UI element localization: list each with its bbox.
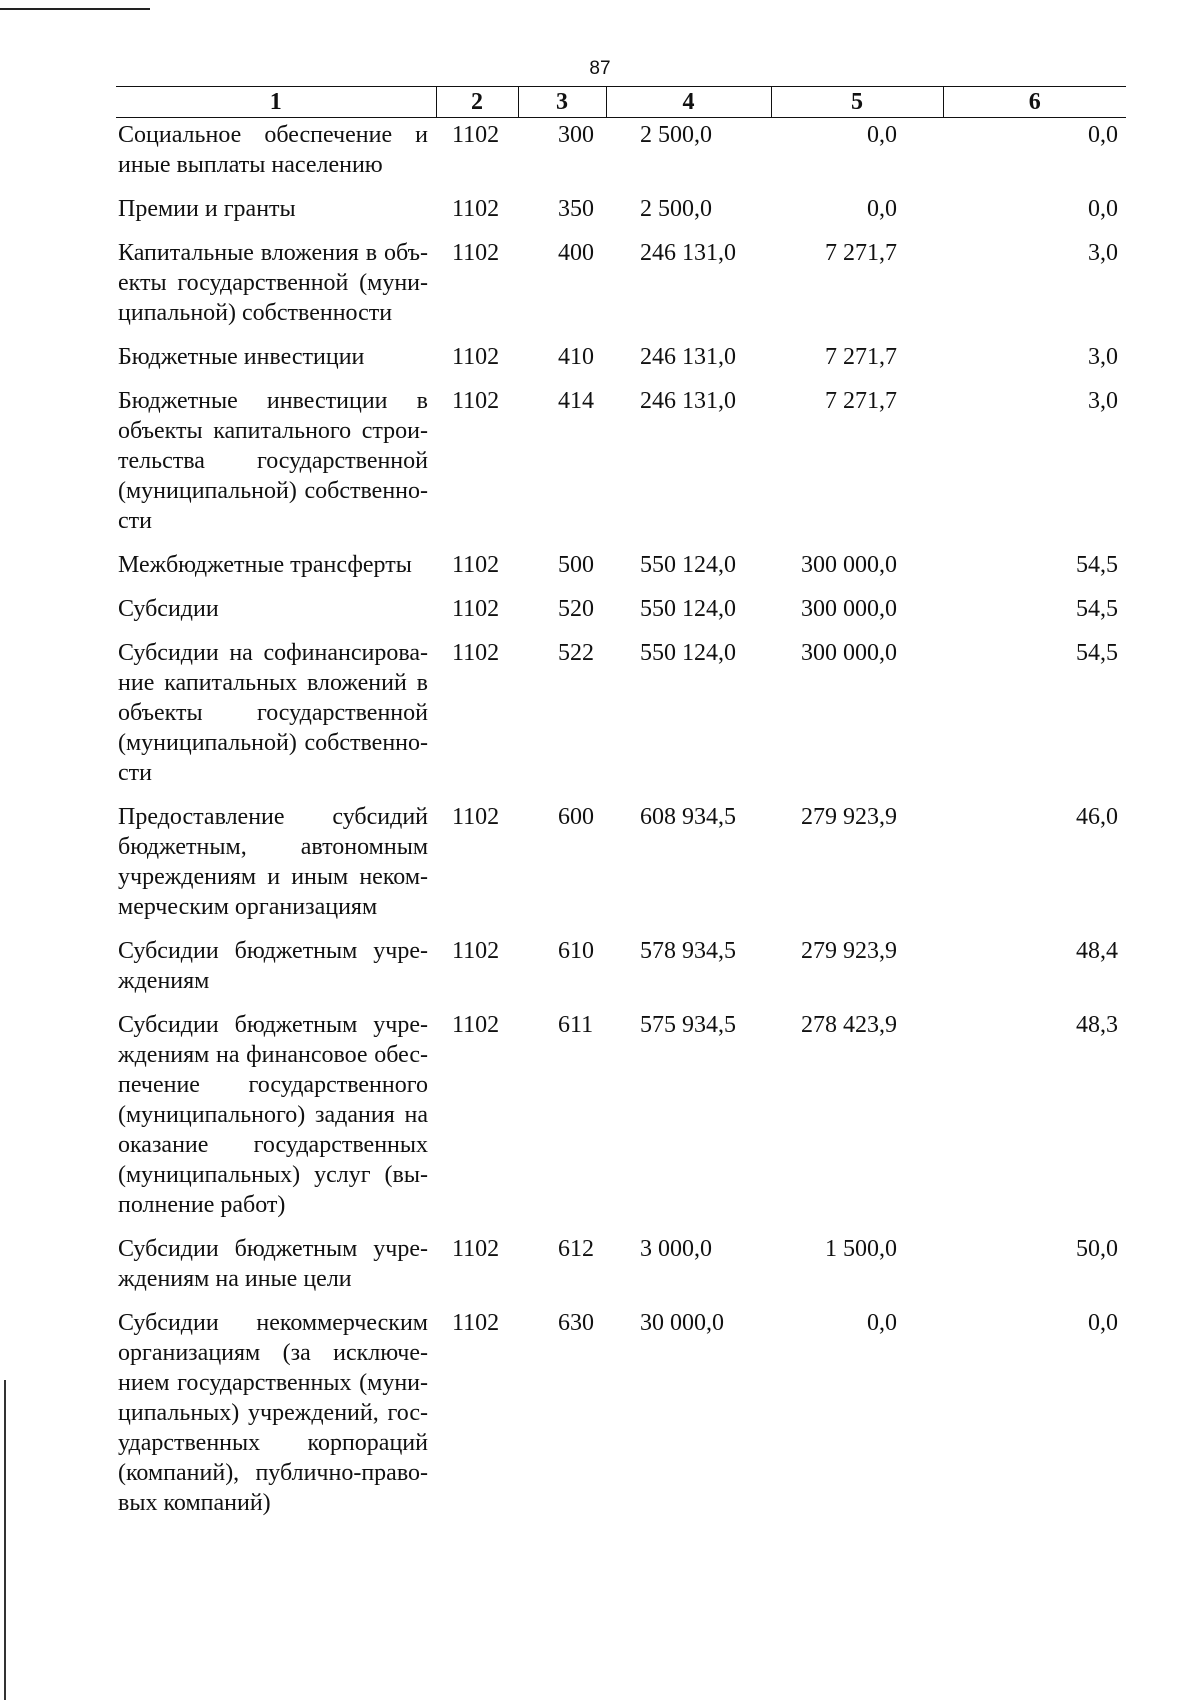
row-value-col5: 0,0 xyxy=(867,1310,897,1336)
row-item-name: Премии и гранты xyxy=(118,196,296,222)
row-value-col6: 48,3 xyxy=(1076,1012,1118,1038)
row-section-code: 1102 xyxy=(452,196,500,222)
row-value-col4: 30 000,0 xyxy=(640,1310,724,1336)
table-row xyxy=(116,342,1126,386)
column-header-1: 1 xyxy=(116,87,436,118)
table-row xyxy=(116,386,1126,550)
row-section-code: 1102 xyxy=(452,1310,500,1336)
row-value-col5: 0,0 xyxy=(867,196,897,222)
table-row xyxy=(116,802,1126,936)
table-row xyxy=(116,638,1126,802)
row-value-col4: 608 934,5 xyxy=(640,804,736,830)
column-header-4: 4 xyxy=(606,87,771,118)
row-value-col6: 3,0 xyxy=(1088,240,1118,266)
column-header-2: 2 xyxy=(436,87,518,118)
row-value-col5: 300 000,0 xyxy=(801,596,897,622)
scan-artifact-top-line xyxy=(0,8,150,10)
row-expense-type-code: 600 xyxy=(558,804,594,830)
column-header-5: 5 xyxy=(771,87,943,118)
row-item-name: Субсидии некоммерческим организациям (за исключе-нием государственных (муни-ципальных) учреждений, гос-ударственных корпораций (компаний), публично-право-вых компаний) xyxy=(118,1310,428,1516)
row-value-col5: 279 923,9 xyxy=(801,804,897,830)
row-section-code: 1102 xyxy=(452,344,500,370)
row-value-col4: 246 131,0 xyxy=(640,344,736,370)
row-value-col6: 54,5 xyxy=(1076,552,1118,578)
row-value-col6: 3,0 xyxy=(1088,344,1118,370)
row-value-col4: 550 124,0 xyxy=(640,596,736,622)
row-value-col4: 3 000,0 xyxy=(640,1236,712,1262)
row-item-name: Субсидии бюджетным учре-ждениям xyxy=(118,938,428,994)
row-value-col5: 7 271,7 xyxy=(825,240,897,266)
row-value-col5: 300 000,0 xyxy=(801,552,897,578)
row-expense-type-code: 612 xyxy=(558,1236,594,1262)
table-row xyxy=(116,118,1126,195)
row-value-col4: 2 500,0 xyxy=(640,122,712,148)
row-expense-type-code: 522 xyxy=(558,640,594,666)
row-value-col6: 3,0 xyxy=(1088,388,1118,414)
row-value-col4: 246 131,0 xyxy=(640,388,736,414)
header-row xyxy=(116,87,1126,118)
row-value-col4: 550 124,0 xyxy=(640,552,736,578)
row-value-col5: 279 923,9 xyxy=(801,938,897,964)
row-value-col5: 7 271,7 xyxy=(825,388,897,414)
row-item-name: Субсидии на софинансирова-ние капитальных вложений в объекты государственной (муниципальной) собственно-сти xyxy=(118,640,428,786)
table-header xyxy=(116,87,1126,118)
row-expense-type-code: 500 xyxy=(558,552,594,578)
row-section-code: 1102 xyxy=(452,552,500,578)
row-section-code: 1102 xyxy=(452,804,500,830)
column-header-3: 3 xyxy=(518,87,606,118)
table-row xyxy=(116,594,1126,638)
row-value-col5: 300 000,0 xyxy=(801,640,897,666)
table-row xyxy=(116,1308,1126,1532)
row-section-code: 1102 xyxy=(452,1012,500,1038)
row-section-code: 1102 xyxy=(452,938,500,964)
row-item-name: Субсидии бюджетным учре-ждениям на финансовое обес-печение государственного (муниципального) задания на оказание государственных (муниципальных) услуг (вы-полнение работ) xyxy=(118,1012,428,1218)
table-row xyxy=(116,1010,1126,1234)
column-header-6: 6 xyxy=(943,87,1126,118)
row-value-col5: 1 500,0 xyxy=(825,1236,897,1262)
row-value-col4: 2 500,0 xyxy=(640,196,712,222)
row-expense-type-code: 400 xyxy=(558,240,594,266)
row-value-col6: 0,0 xyxy=(1088,196,1118,222)
row-item-name: Субсидии xyxy=(118,596,219,622)
row-expense-type-code: 630 xyxy=(558,1310,594,1336)
row-value-col4: 246 131,0 xyxy=(640,240,736,266)
row-value-col4: 575 934,5 xyxy=(640,1012,736,1038)
row-item-name: Предоставление субсидий бюджетным, автономным учреждениям и иным неком-мерческим организациям xyxy=(118,804,428,920)
table-row xyxy=(116,1234,1126,1308)
row-value-col6: 48,4 xyxy=(1076,938,1118,964)
table-row xyxy=(116,550,1126,594)
row-section-code: 1102 xyxy=(452,122,500,148)
table-row xyxy=(116,936,1126,1010)
row-expense-type-code: 520 xyxy=(558,596,594,622)
row-value-col4: 550 124,0 xyxy=(640,640,736,666)
row-expense-type-code: 611 xyxy=(558,1012,594,1038)
row-item-name: Субсидии бюджетным учре-ждениям на иные цели xyxy=(118,1236,428,1292)
row-value-col6: 0,0 xyxy=(1088,122,1118,148)
row-value-col6: 0,0 xyxy=(1088,1310,1118,1336)
row-value-col5: 7 271,7 xyxy=(825,344,897,370)
row-value-col6: 50,0 xyxy=(1076,1236,1118,1262)
table-row xyxy=(116,238,1126,342)
row-value-col6: 54,5 xyxy=(1076,640,1118,666)
page-number: 87 xyxy=(589,58,611,79)
row-value-col5: 0,0 xyxy=(867,122,897,148)
scan-artifact-left-edge xyxy=(4,1380,6,1700)
row-expense-type-code: 300 xyxy=(558,122,594,148)
row-value-col6: 46,0 xyxy=(1076,804,1118,830)
row-value-col4: 578 934,5 xyxy=(640,938,736,964)
row-value-col5: 278 423,9 xyxy=(801,1012,897,1038)
row-expense-type-code: 610 xyxy=(558,938,594,964)
row-section-code: 1102 xyxy=(452,1236,500,1262)
row-item-name: Капитальные вложения в объ-екты государственной (муни-ципальной) собственности xyxy=(118,240,428,326)
row-expense-type-code: 414 xyxy=(558,388,594,414)
row-item-name: Межбюджетные трансферты xyxy=(118,552,412,578)
row-section-code: 1102 xyxy=(452,388,500,414)
row-expense-type-code: 350 xyxy=(558,196,594,222)
row-section-code: 1102 xyxy=(452,240,500,266)
table-body xyxy=(116,118,1126,1533)
row-item-name: Бюджетные инвестиции xyxy=(118,344,365,370)
row-section-code: 1102 xyxy=(452,640,500,666)
row-value-col6: 54,5 xyxy=(1076,596,1118,622)
row-item-name: Социальное обеспечение и иные выплаты населению xyxy=(118,122,428,178)
table-row xyxy=(116,194,1126,238)
row-expense-type-code: 410 xyxy=(558,344,594,370)
row-section-code: 1102 xyxy=(452,596,500,622)
budget-table xyxy=(116,86,1126,1532)
row-item-name: Бюджетные инвестиции в объекты капитального строи-тельства государственной (муниципальной) собственно-сти xyxy=(118,388,428,534)
